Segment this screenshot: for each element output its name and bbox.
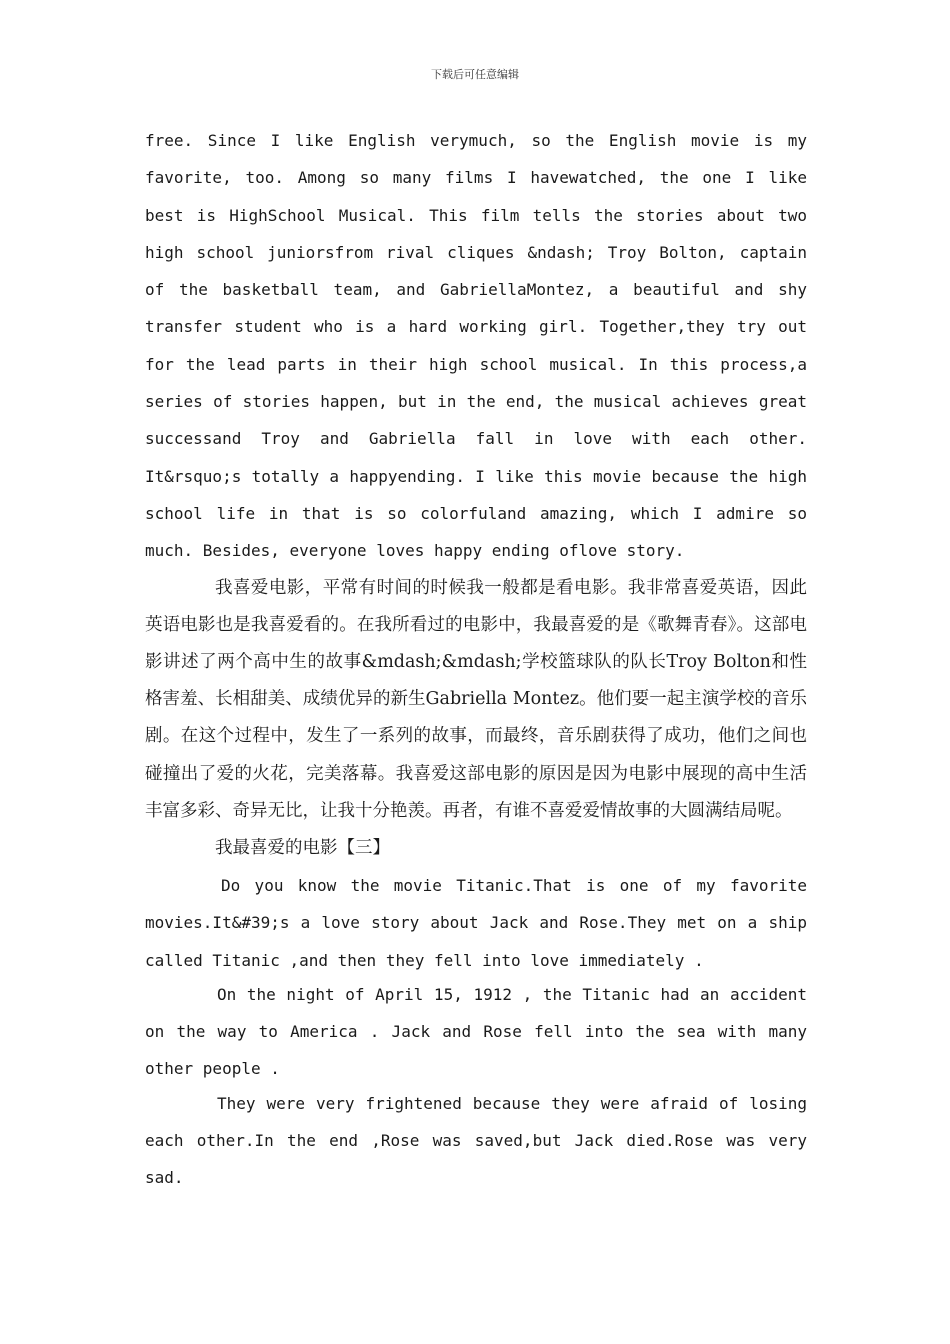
section-heading-three: 我最喜爱的电影【三】 bbox=[215, 837, 390, 858]
paragraph-titanic-intro: Do you know the movie Titanic.That is one of my favorite movies.It&#39;s a love story about Jack and Rose.They met on a ship called Titanic ,and then they fell into love immediately . bbox=[145, 875, 807, 970]
paragraph-english-review: free. Since I like English verymuch, so the English movie is my favorite, too. Among so many films I havewatched, the one I like best is HighSchool Musical. This film tells the stories about two high school juniorsfrom rival cliques &ndash; Troy Bolton, captain of the basketball team, and GabriellaMontez, a beautiful and shy transfer student who is a hard working girl. Together,they try out for the lead parts in their high school musical. In this process,a series of stories happen, but in the end, the musical achieves great successand Troy and Gabriella fall in love with each other. It&rsquo;s totally a happyending. I like this movie because the high school life in that is so colorfuland amazing, which I admire so much. Besides, everyone loves happy ending oflove story. bbox=[145, 131, 807, 561]
paragraph-titanic-accident: On the night of April 15, 1912 , the Titanic had an accident on the way to America . Jack and Rose fell into the sea with many other people . bbox=[145, 984, 807, 1079]
paragraph-titanic-ending: They were very frightened because they were afraid of losing each other.In the end ,Rose was saved,but Jack died.Rose was very sad. bbox=[145, 1093, 807, 1188]
page-header: 下载后可任意编辑 bbox=[431, 68, 519, 81]
document-body bbox=[145, 122, 807, 1197]
paragraph-chinese-review: 我喜爱电影，平常有时间的时候我一般都是看电影。我非常喜爱英语，因此英语电影也是我喜爱看的。在我所看过的电影中，我最喜爱的是《歌舞青春》。这部电影讲述了两个高中生的故事&mdash;&mdash;学校篮球队的队长Troy Bolton和性格害羞、长相甜美、成绩优异的新生Gabriella Montez。他们要一起主演学校的音乐剧。在这个过程中，发生了一系列的故事，而最终，音乐剧获得了成功，他们之间也碰撞出了爱的火花，完美落幕。我喜爱这部电影的原因是因为电影中展现的高中生活丰富多彩、奇异无比，让我十分艳羡。再者，有谁不喜爱爱情故事的大圆满结局呢。 bbox=[145, 577, 807, 821]
